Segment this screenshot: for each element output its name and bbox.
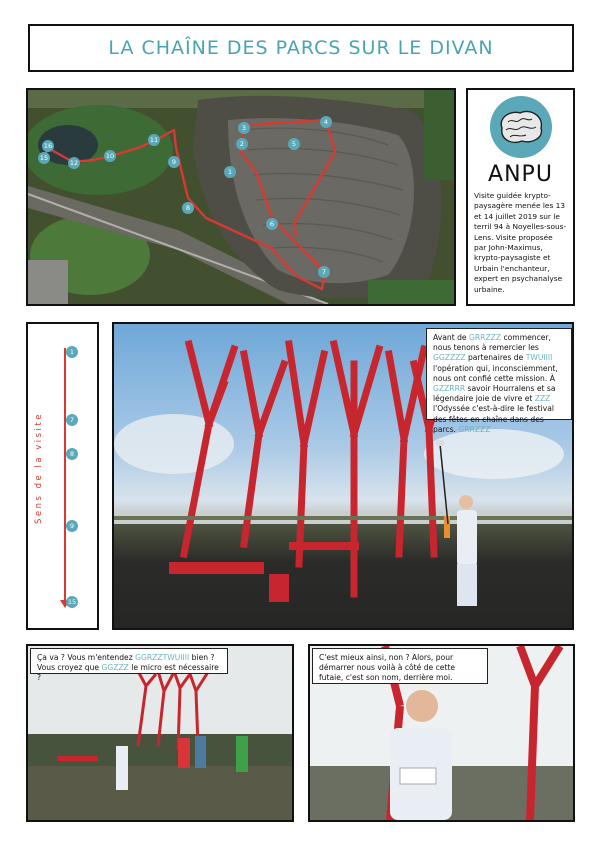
brain-icon bbox=[496, 108, 546, 146]
map-stop-marker: 6 bbox=[266, 218, 278, 230]
direction-label: Sens de la visite bbox=[34, 412, 44, 524]
anpu-description: Visite guidée krypto-paysagère menée les 13 et 14 juillet 2019 sur le terril 94 à Noyelles-sous-Lens. Visite proposée par John-Maximus, krypto-paysagiste et Urbain l'enchanteur, expert en psychanalyse urbaine. bbox=[474, 191, 567, 294]
direction-stop: 15 bbox=[67, 598, 77, 606]
map-stop-marker: 4 bbox=[320, 116, 332, 128]
title-box bbox=[28, 24, 574, 72]
map-stop-marker: 12 bbox=[69, 159, 79, 167]
map-stop-marker: 2 bbox=[236, 138, 248, 150]
bottom-left-photo-panel bbox=[26, 644, 294, 822]
map-stop-marker: 8 bbox=[182, 202, 194, 214]
bottom-right-photo-panel bbox=[308, 644, 575, 822]
direction-stop: 7 bbox=[66, 414, 78, 426]
speech-bubble-bottom-right: C'est mieux ainsi, non ? Alors, pour démarrer nous voilà à côté de cette futaie, c'est son nom, derrière moi. bbox=[312, 648, 488, 684]
speech-bubble-bottom-left: Ça va ? Vous m'entendez GGRZZTWUIIII bien ? Vous croyez que GGZZZ le micro est nécessaire ? bbox=[30, 648, 228, 674]
main-photo-panel bbox=[112, 322, 574, 630]
direction-line bbox=[64, 348, 66, 604]
map-stop-marker: 15 bbox=[39, 154, 49, 162]
anpu-logo bbox=[490, 96, 552, 158]
direction-stop: 9 bbox=[66, 520, 78, 532]
map-stop-marker: 16 bbox=[43, 142, 53, 150]
map-stop-marker: 1 bbox=[224, 166, 236, 178]
map-stop-marker: 10 bbox=[105, 152, 115, 160]
anpu-info-panel bbox=[466, 88, 575, 306]
map-stop-marker: 3 bbox=[238, 122, 250, 134]
route-map bbox=[26, 88, 456, 306]
map-stop-marker: 7 bbox=[318, 266, 330, 278]
direction-stop: 8 bbox=[66, 448, 78, 460]
direction-stop: 1 bbox=[66, 346, 78, 358]
anpu-name: ANPU bbox=[488, 162, 553, 187]
visit-direction-panel bbox=[26, 322, 99, 630]
map-stop-marker: 11 bbox=[149, 136, 159, 144]
page-title: LA CHAÎNE DES PARCS SUR LE DIVAN bbox=[108, 37, 494, 59]
speech-bubble-main: Avant de GRRZZZ commencer, nous tenons à remercier les GGZZZZ partenaires de TWUIIII l'opération qui, inconsciemment, nous ont confié cette mission. À GZZRRR savoir Hourralens et sa légendaire joie de vivre et ZZZ l'Odyssée c'est-à-dire le festival des fêtes en chaîne dans des parcs. GRRZZZ bbox=[426, 328, 572, 420]
map-stop-marker: 5 bbox=[288, 138, 300, 150]
map-stop-marker: 9 bbox=[168, 156, 180, 168]
